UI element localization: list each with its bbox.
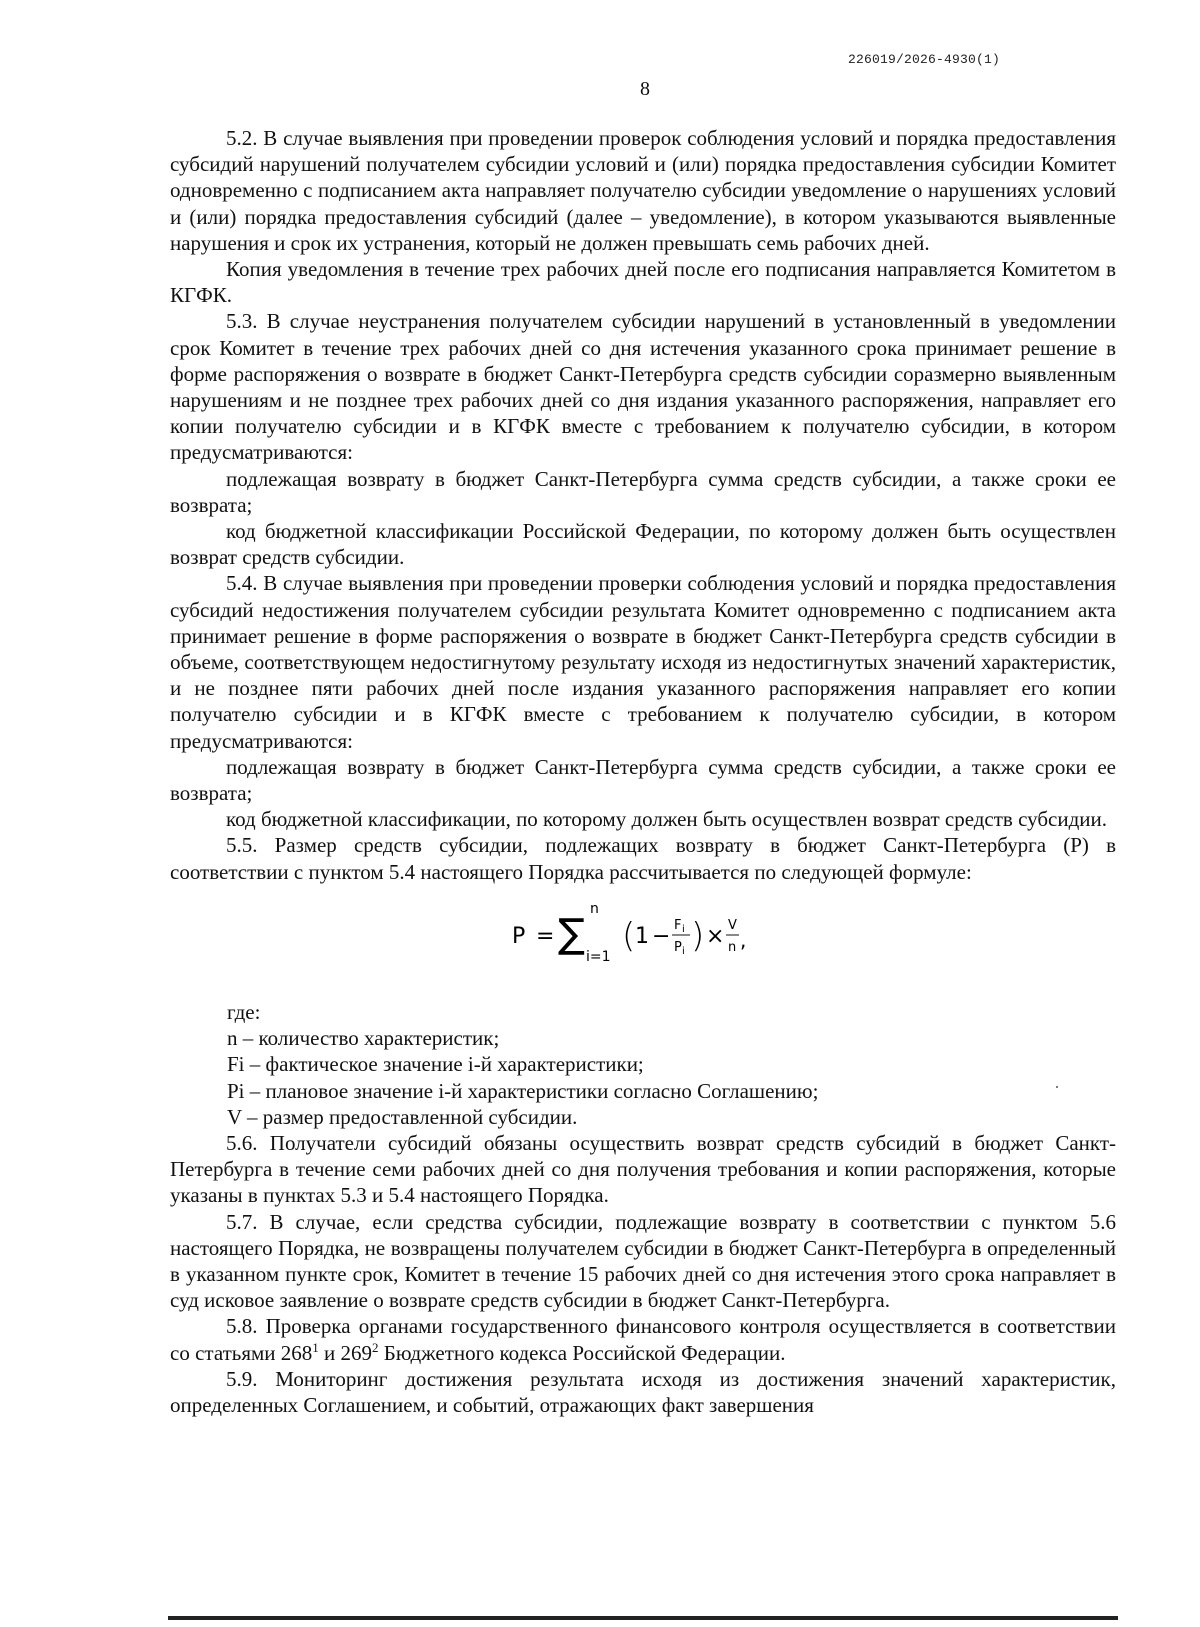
paragraph-5-8-text-a: 5.8. Проверка органами государственного финансового контроля осуществляется в соответствии со статьями 268: [170, 1314, 1116, 1365]
paragraph-5-3-item-sum: подлежащая возврату в бюджет Санкт-Петербурга сумма средств субсидии, а также сроки ее возврата;: [170, 466, 1116, 517]
where-label: где:: [227, 999, 261, 1024]
formula-comma: ,: [740, 927, 747, 952]
document-registration-number: 226019/2026-4930(1): [848, 52, 1001, 67]
paragraph-5-3-item-code: код бюджетной классификации Российской Федерации, по которому должен быть осуществлен возврат средств субсидии.: [170, 519, 1116, 570]
formula-p-sub: i: [682, 945, 685, 957]
formula-paren-close: ): [691, 915, 705, 956]
formula-one: 1: [635, 923, 649, 949]
superscript-1: 1: [312, 1339, 319, 1355]
paragraph-5-4: 5.4. В случае выявления при проведении проверки соблюдения условий и порядка предоставления субсидий недостижения получателем субсидии результата Комитет одновременно с подписанием акта принимает решение в форме распоряжения о возврате в бюджет Санкт-Петербурга средств субсидии в объеме, соответствующем недостигнутому результату исходя из недостигнутых значений характеристик, и не позднее пяти рабочих дней после издания указанного распоряжения направляет его копии получателю субсидии и в КГФК вместе с требованием к получателю субсидии, в котором предусматриваются:: [170, 571, 1116, 753]
paragraph-5-5: 5.5. Размер средств субсидии, подлежащих возврату в бюджет Санкт-Петербурга (Р) в соответствии с пунктом 5.4 настоящего Порядка рассчитывается по следующей формуле:: [170, 833, 1116, 884]
formula-f: F: [674, 917, 682, 933]
formula-f-sub: i: [682, 923, 685, 935]
scan-speck: [1056, 1086, 1058, 1088]
formula-sum-lower: i=1: [586, 948, 611, 965]
formula-p: P: [674, 939, 682, 955]
formula-times: ×: [706, 923, 725, 949]
definition-v: V – размер предоставленной субсидии.: [227, 1104, 578, 1129]
formula-minus: −: [652, 923, 671, 949]
document-body: [170, 125, 1116, 1418]
superscript-2: 2: [372, 1339, 379, 1355]
formula-v: V: [728, 917, 737, 933]
paragraph-5-4-item-code: код бюджетной классификации, по которому должен быть осуществлен возврат средств субсидии.: [226, 807, 1108, 832]
page-number: 8: [640, 78, 650, 100]
refund-formula: [170, 893, 1116, 977]
paragraph-5-8-text-c: Бюджетного кодекса Российской Федерации.: [378, 1340, 786, 1365]
paragraph-5-8-text-b: и 269: [318, 1340, 373, 1365]
formula-sum-upper: n: [590, 900, 599, 917]
paragraph-5-2: 5.2. В случае выявления при проведении проверок соблюдения условий и порядка предоставления субсидий нарушений получателем субсидии условий и (или) порядка предоставления субсидии Комитет одновременно с подписанием акта направляет получателю субсидии уведомление о нарушениях условий и (или) порядка предоставления субсидий (далее – уведомление), в котором указываются выявленные нарушения и срок их устранения, который не должен превышать семь рабочих дней.: [170, 126, 1116, 255]
definition-fi: Fi – фактическое значение i-й характеристики;: [227, 1052, 644, 1077]
formula-lhs: P: [512, 923, 526, 949]
paragraph-5-4-item-sum: подлежащая возврату в бюджет Санкт-Петербурга сумма средств субсидии, а также сроки ее возврата;: [170, 754, 1116, 806]
definition-n: n – количество характеристик;: [227, 1026, 500, 1051]
paragraph-5-9: 5.9. Мониторинг достижения результата исходя из достижения значений характеристик, определенных Соглашением, и событий, отражающих факт завершения: [170, 1366, 1116, 1417]
paragraph-notice-copy: Копия уведомления в течение трех рабочих дней после его подписания направляется Комитетом в КГФК.: [170, 257, 1116, 308]
paragraph-5-6: 5.6. Получатели субсидий обязаны осуществить возврат средств субсидий в бюджет Санкт-Петербурга в течение семи рабочих дней со дня получения требования и копии распоряжения, которые указаны в пунктах 5.3 и 5.4 настоящего Порядка.: [170, 1130, 1116, 1208]
definition-pi: Pi – плановое значение i-й характеристики согласно Соглашению;: [227, 1078, 819, 1103]
paragraph-5-3: 5.3. В случае неустранения получателем субсидии нарушений в установленный в уведомлении срок Комитет в течение трех рабочих дней со дня истечения указанного срока принимает решение в форме распоряжения о возврате в бюджет Санкт-Петербурга средств субсидии соразмерно выявленным нарушениям и не позднее трех рабочих дней со дня издания указанного распоряжения, направляет его копии получателю субсидии и в КГФК вместе с требованием к получателю субсидии, в котором предусматриваются:: [170, 309, 1116, 465]
paragraph-5-8: [170, 1313, 1116, 1365]
paragraph-5-7: 5.7. В случае, если средства субсидии, подлежащие возврату в соответствии с пунктом 5.6 настоящего Порядка, не возвращены получателем субсидии в бюджет Санкт-Петербурга в определенный в указанном пункте срок, Комитет в течение 15 рабочих дней со дня истечения этого срока направляет в суд исковое заявление о возврате средств субсидии в бюджет Санкт-Петербурга.: [170, 1209, 1116, 1313]
formula-equals: =: [536, 923, 555, 949]
formula-paren-open: (: [622, 915, 636, 956]
scan-bottom-edge: [168, 1616, 1118, 1620]
formula-sum-symbol: ∑: [558, 910, 585, 957]
formula-n: n: [728, 939, 737, 955]
